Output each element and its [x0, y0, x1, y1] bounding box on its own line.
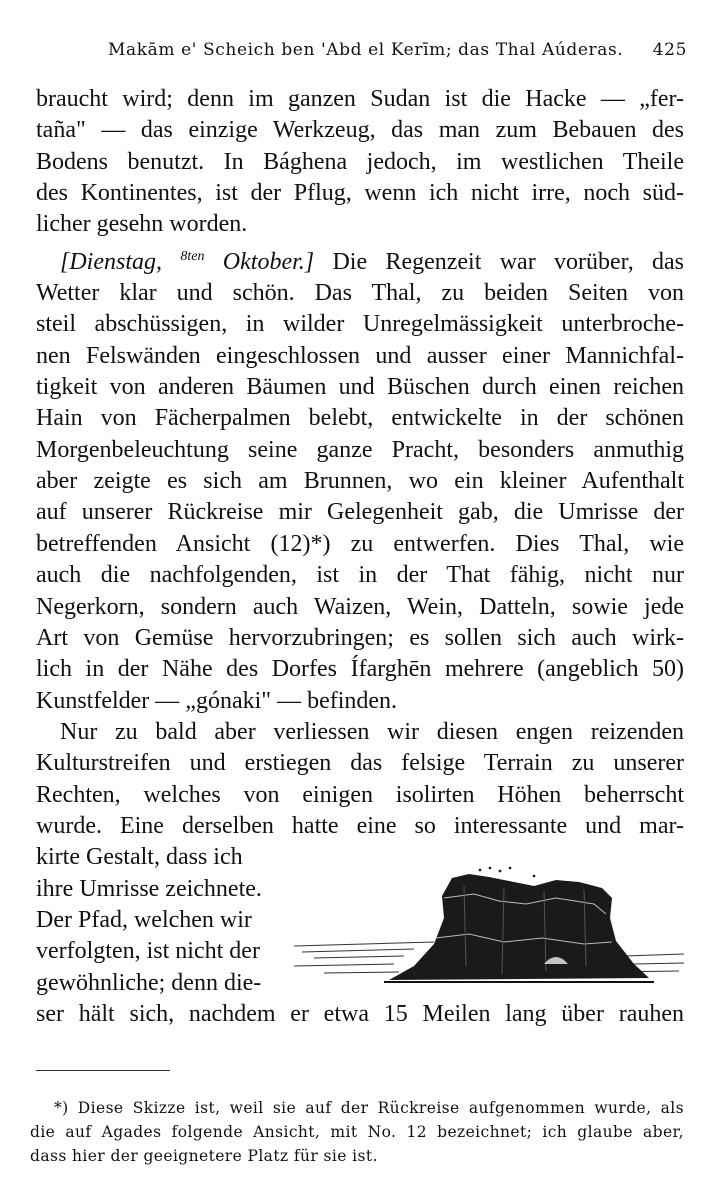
- rock-sketch-figure: [294, 846, 684, 996]
- date-month: Oktober.]: [222, 248, 315, 275]
- text-line: aber zeigte es sich am Brunnen, wo ein kleiner Aufenthalt: [36, 468, 684, 495]
- paragraph-1: [36, 84, 684, 241]
- text-line: Art von Gemüse hervorzubringen; es sollen sich auch wirk-: [36, 624, 684, 651]
- text-line: Rechten, welches von einigen isolirten Höhen beherrscht: [36, 781, 684, 808]
- text-line: nen Felswänden eingeschlossen und ausser einer Mannichfal-: [36, 342, 684, 369]
- text-line: braucht wird; denn im ganzen Sudan ist die Hacke — „fer-: [36, 86, 684, 112]
- text-line: Kulturstreifen und erstiegen das felsige Terrain zu unserer: [36, 750, 684, 777]
- paragraph-3: [36, 717, 684, 1030]
- footnote-divider: [36, 1070, 170, 1071]
- text-line: tigkeit von anderen Bäumen und Büschen durch einen reichen: [36, 374, 684, 401]
- footnote: [30, 1096, 684, 1168]
- text-line: Hain von Fächerpalmen belebt, entwickelte in der schönen: [36, 405, 684, 432]
- text-line: gewöhnliche; denn die-: [36, 969, 262, 996]
- paragraph-2: [36, 241, 684, 717]
- text-line: kirte Gestalt, dass ich: [36, 844, 243, 871]
- text-line: Bodens benutzt. In Bághena jedoch, im westlichen Theile: [36, 148, 684, 175]
- date-weekday: [Dienstag,: [60, 248, 162, 275]
- text-line: lich in der Nähe des Dorfes Ífarghēn mehrere (angeblich 50): [36, 656, 684, 683]
- footnote-line: die auf Agades folgende Ansicht, mit No. 12 bezeichnet; ich glaube aber,: [30, 1123, 684, 1141]
- text-line: taña" — das einzige Werkzeug, das man zum Bebauen des: [36, 117, 684, 144]
- text-line: ihre Umrisse zeichnete.: [36, 875, 262, 902]
- rock-sketch-illustration: [294, 846, 684, 996]
- footnote-line: *) Diese Skizze ist, weil sie auf der Rückreise aufgenommen wurde, als: [54, 1099, 684, 1117]
- text-line: Nur zu bald aber verliessen wir diesen engen reizenden: [60, 718, 684, 745]
- text-line: des Kontinentes, ist der Pflug, wenn ich nicht irre, noch süd-: [36, 180, 684, 207]
- text-line: auf unserer Rückreise mir Gelegenheit gab, die Umrisse der: [36, 499, 684, 526]
- text-line: Morgenbeleuchtung seine ganze Pracht, besonders anmuthig: [36, 436, 684, 463]
- text-line: betreffenden Ansicht (12)*) zu entwerfen. Dies Thal, wie: [36, 530, 684, 557]
- text-line: Negerkorn, sondern auch Waizen, Wein, Datteln, sowie jede: [36, 593, 684, 620]
- text-line: Der Pfad, welchen wir: [36, 906, 252, 933]
- text-line: Kunstfelder — „gónaki" — befinden.: [36, 687, 398, 714]
- text-line: Wetter klar und schön. Das Thal, zu beiden Seiten von: [36, 280, 684, 307]
- body-text: [36, 84, 684, 1030]
- text-line: verfolgten, ist nicht der: [36, 938, 260, 965]
- footnote-line: dass hier der geeignetere Platz für sie ist.: [30, 1147, 378, 1165]
- line-rest: Die Regenzeit war vorüber, das: [314, 248, 685, 275]
- text-line: licher gesehn worden.: [36, 211, 248, 238]
- text-line: ser hält sich, nachdem er etwa 15 Meilen lang über rauhen: [36, 1000, 684, 1027]
- text-line: wurde. Eine derselben hatte eine so interessante und mar-: [36, 812, 684, 839]
- running-title: Makām e' Scheich ben 'Abd el Kerīm; das Thal Aúderas.: [108, 40, 624, 60]
- date-day: 8ten: [180, 248, 205, 264]
- running-header: [36, 40, 687, 66]
- text-line: steil abschüssigen, in wilder Unregelmässigkeit unterbroche-: [36, 311, 684, 338]
- text-line: auch die nachfolgenden, ist in der That fähig, nicht nur: [36, 562, 684, 589]
- text-line: [36, 241, 684, 278]
- page-number: 425: [652, 40, 687, 60]
